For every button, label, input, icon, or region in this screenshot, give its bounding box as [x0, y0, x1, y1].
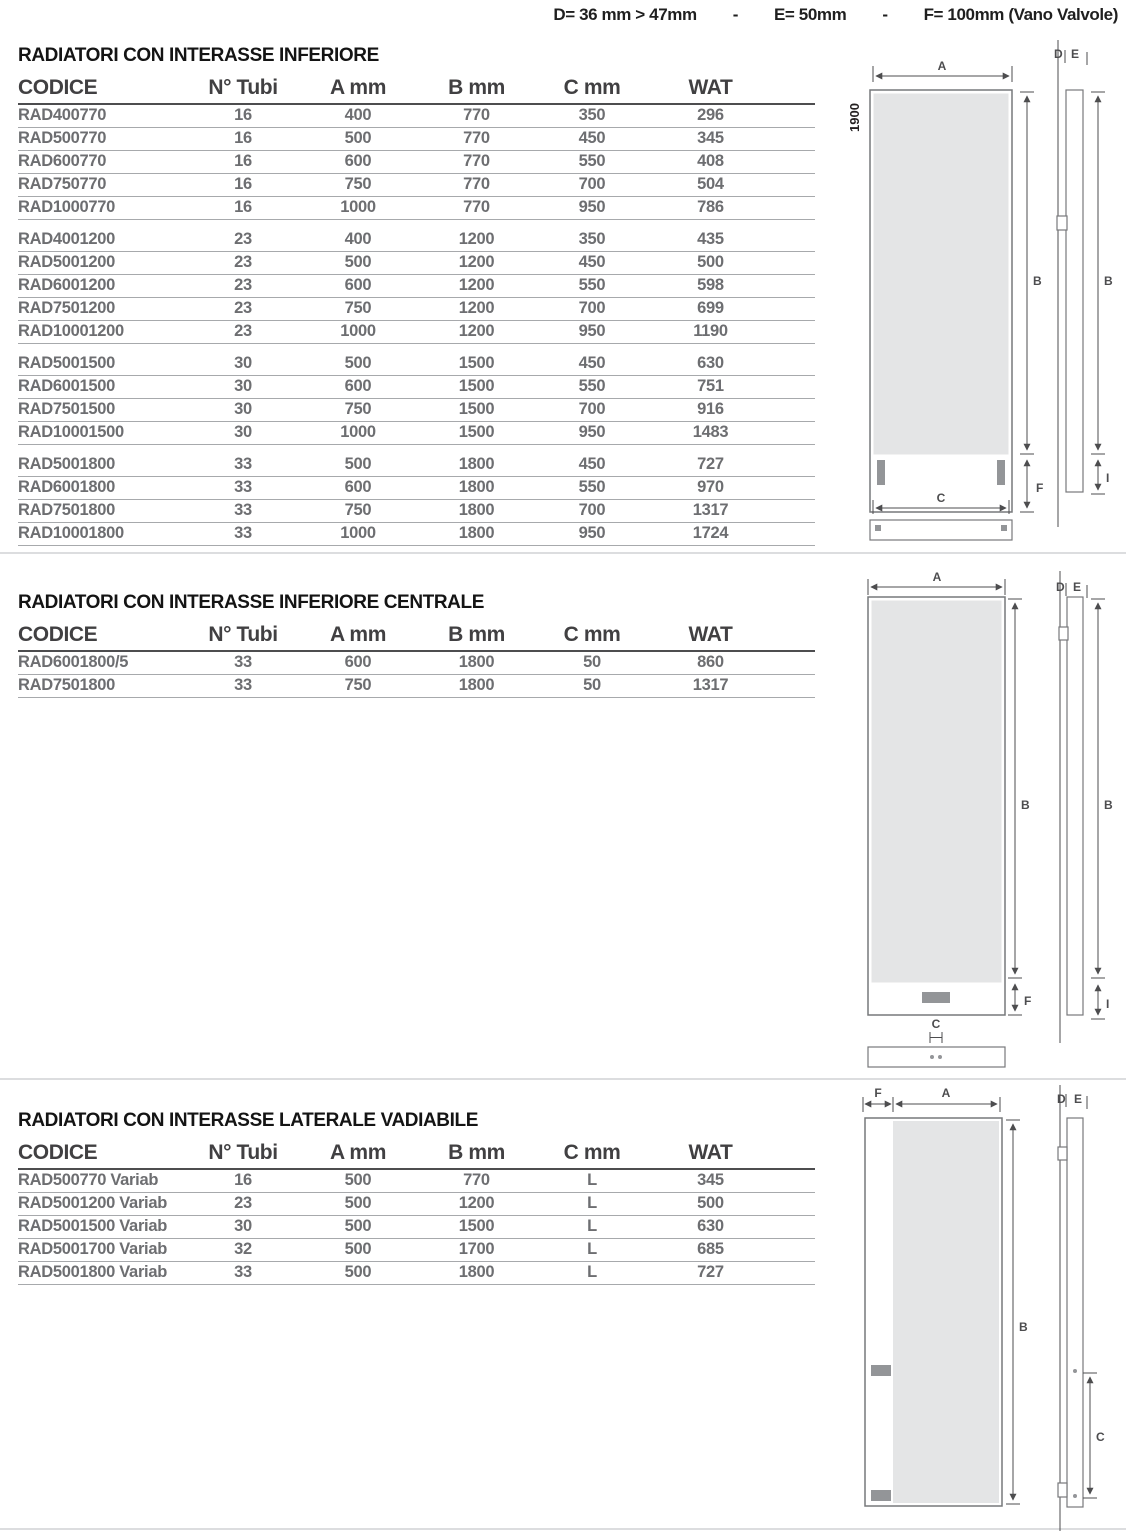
cell-b: 1800: [458, 455, 495, 473]
cell-tubi: 33: [234, 1263, 252, 1281]
cell-tubi: 32: [234, 1240, 252, 1258]
cell-wat: 504: [697, 175, 724, 193]
note-separator: -: [882, 5, 888, 24]
table-row: [18, 376, 815, 399]
cell-b: 1800: [458, 653, 495, 671]
cell-b: 1500: [458, 1217, 495, 1235]
cell-tubi: 16: [234, 129, 252, 147]
wall-bracket-top: [1058, 1147, 1067, 1160]
table-row: [18, 128, 815, 151]
cell-c: 700: [578, 501, 606, 519]
cell-c: L: [587, 1263, 597, 1281]
cell-b: 770: [463, 1171, 490, 1189]
row-group: [18, 105, 815, 220]
cell-a: 1000: [340, 198, 376, 216]
cell-a: 600: [344, 377, 372, 395]
valve-right: [997, 460, 1005, 485]
col-codice: CODICE: [18, 623, 98, 646]
cell-a: 750: [344, 400, 372, 418]
cell-codice: RAD5001700 Variab: [18, 1240, 167, 1258]
cell-b: 1800: [458, 478, 495, 496]
cell-b: 770: [463, 129, 490, 147]
dim-label-d: D: [1057, 1092, 1066, 1106]
cell-a: 600: [344, 653, 372, 671]
radiator-side-view: [1067, 597, 1083, 1015]
table-row: [18, 252, 815, 275]
cell-c: 350: [578, 106, 606, 124]
cell-b: 1200: [458, 299, 495, 317]
table-row: [18, 399, 815, 422]
cell-b: 1200: [458, 230, 495, 248]
cell-c: 550: [578, 377, 606, 395]
valve-left: [877, 460, 885, 485]
cell-tubi: 30: [234, 423, 252, 441]
cell-wat: 751: [697, 377, 724, 395]
cell-tubi: 16: [234, 152, 252, 170]
cell-a: 750: [344, 501, 372, 519]
cell-wat: 1317: [692, 676, 729, 694]
row-group: [18, 1170, 815, 1285]
note-d: D= 36 mm > 47mm: [553, 5, 697, 24]
cell-codice: RAD6001500: [18, 377, 115, 395]
cell-tubi: 33: [234, 455, 252, 473]
cell-c: 700: [578, 175, 606, 193]
cell-wat: 296: [697, 106, 724, 124]
cell-tubi: 33: [234, 524, 252, 542]
cell-c: 700: [578, 400, 606, 418]
row-group: [18, 229, 815, 344]
dim-label-d: D: [1056, 580, 1065, 594]
cell-codice: RAD6001800/5: [18, 653, 129, 671]
col-wat: WAT: [688, 76, 733, 99]
table-row: [18, 1262, 815, 1285]
note-f: F= 100mm (Vano Valvole): [923, 5, 1118, 24]
cell-wat: 598: [697, 276, 724, 294]
cell-tubi: 23: [234, 276, 252, 294]
col-c: C mm: [563, 623, 621, 646]
cell-wat: 970: [697, 478, 724, 496]
cell-tubi: 30: [234, 1217, 252, 1235]
cell-a: 500: [344, 253, 372, 271]
row-group: [18, 652, 815, 698]
cell-a: 750: [344, 175, 372, 193]
cell-a: 500: [344, 455, 372, 473]
cell-wat: 345: [697, 129, 724, 147]
radiator-side-view: [1066, 90, 1083, 492]
row-group: [18, 454, 815, 546]
cell-codice: RAD400770: [18, 106, 107, 124]
cell-codice: RAD5001200: [18, 253, 115, 271]
cell-codice: RAD10001500: [18, 423, 124, 441]
cell-a: 500: [344, 1240, 372, 1258]
dim-label-e: E: [1071, 47, 1080, 61]
cell-tubi: 30: [234, 377, 252, 395]
note-e: E= 50mm: [773, 5, 847, 24]
cell-b: 1800: [458, 1263, 495, 1281]
cell-c: 450: [578, 129, 606, 147]
dim-label-e: E: [1074, 1092, 1083, 1106]
col-wat: WAT: [688, 623, 733, 646]
dim-label-b: B: [1033, 274, 1042, 288]
cell-codice: RAD6001200: [18, 276, 115, 294]
cell-codice: RAD5001500 Variab: [18, 1217, 167, 1235]
table-row: [18, 353, 815, 376]
section-title: RADIATORI CON INTERASSE INFERIORE CENTRALE: [18, 592, 484, 613]
cell-codice: RAD600770: [18, 152, 107, 170]
row-group: [18, 353, 815, 445]
wall-bracket: [1057, 216, 1067, 230]
dim-label-b: B: [1019, 1320, 1028, 1334]
table-row: [18, 454, 815, 477]
dim-label-f: F: [1024, 994, 1032, 1008]
cell-tubi: 33: [234, 676, 252, 694]
col-a: A mm: [330, 1141, 386, 1164]
table-body: [18, 1170, 815, 1285]
cell-b: 1800: [458, 676, 495, 694]
table-row: [18, 151, 815, 174]
cell-tubi: 23: [234, 1194, 252, 1212]
cell-c: 700: [578, 299, 606, 317]
cell-a: 400: [344, 106, 372, 124]
cell-codice: RAD10001200: [18, 322, 124, 340]
table-row: [18, 174, 815, 197]
cell-b: 1500: [458, 423, 495, 441]
cell-tubi: 16: [234, 175, 252, 193]
table-row: [18, 1239, 815, 1262]
dim-label-i: I: [1106, 997, 1110, 1011]
cell-c: 350: [578, 230, 606, 248]
cell-a: 1000: [340, 423, 376, 441]
cell-b: 1200: [458, 322, 495, 340]
dim-label-1900: 1900: [847, 103, 862, 132]
radiator-side-view: [1067, 1118, 1083, 1507]
wall-bracket-bottom: [1058, 1483, 1067, 1497]
cell-b: 1200: [458, 276, 495, 294]
small-h-dimension: [930, 1032, 942, 1043]
dim-label-b: B: [1021, 798, 1030, 812]
dim-label-e: E: [1073, 580, 1082, 594]
table-row: [18, 1193, 815, 1216]
cell-b: 1200: [458, 253, 495, 271]
radiator-bottom-view: [870, 520, 1012, 540]
spec-table: [18, 76, 815, 546]
radiator-diagram-central-connection: [845, 565, 1126, 1085]
cell-tubi: 23: [234, 230, 252, 248]
table-header: [18, 623, 815, 652]
dimension-notes: [553, 5, 1118, 25]
cell-b: 1200: [458, 1194, 495, 1212]
cell-b: 1500: [458, 377, 495, 395]
cell-a: 500: [344, 129, 372, 147]
section-interasse-inferiore: [18, 45, 815, 546]
dim-label-c: C: [1096, 1430, 1105, 1444]
cell-c: L: [587, 1217, 597, 1235]
dim-label-i: I: [1106, 471, 1110, 485]
cell-wat: 408: [697, 152, 724, 170]
cell-a: 600: [344, 478, 372, 496]
table-body: [18, 652, 815, 698]
cell-a: 400: [344, 230, 372, 248]
col-codice: CODICE: [18, 1141, 98, 1164]
cell-tubi: 33: [234, 501, 252, 519]
radiator-bottom-view: [868, 1047, 1005, 1067]
col-c: C mm: [563, 1141, 621, 1164]
cell-wat: 727: [697, 455, 724, 473]
cell-tubi: 23: [234, 322, 252, 340]
col-tubi: N° Tubi: [208, 623, 278, 646]
cell-tubi: 33: [234, 653, 252, 671]
col-b: B mm: [448, 76, 505, 99]
cell-a: 500: [344, 1217, 372, 1235]
table-row: [18, 523, 815, 546]
cell-codice: RAD7501500: [18, 400, 115, 418]
cell-c: 950: [578, 524, 606, 542]
section-title: RADIATORI CON INTERASSE LATERALE VADIABILE: [18, 1110, 478, 1131]
dim-label-c: C: [936, 491, 946, 505]
dim-label-d: D: [1054, 47, 1063, 61]
connection-dot-upper: [1073, 1369, 1077, 1373]
cell-codice: RAD7501800: [18, 501, 115, 519]
table-row: [18, 652, 815, 675]
cell-c: 950: [578, 322, 606, 340]
cell-b: 770: [463, 152, 490, 170]
cell-c: 50: [583, 676, 601, 694]
table-row: [18, 422, 815, 445]
cell-tubi: 16: [234, 106, 252, 124]
cell-tubi: 30: [234, 354, 252, 372]
cell-codice: RAD750770: [18, 175, 107, 193]
section-interasse-inferiore-centrale: [18, 592, 815, 698]
cell-c: 950: [578, 198, 606, 216]
cell-c: 550: [578, 152, 606, 170]
cell-tubi: 23: [234, 299, 252, 317]
cell-c: 550: [578, 478, 606, 496]
col-tubi: N° Tubi: [208, 76, 278, 99]
cell-wat: 699: [697, 299, 724, 317]
dim-label-b: B: [1104, 798, 1113, 812]
cell-a: 500: [344, 1263, 372, 1281]
col-c: C mm: [563, 76, 621, 99]
table-row: [18, 197, 815, 220]
cell-wat: 500: [697, 1194, 724, 1212]
cell-codice: RAD500770 Variab: [18, 1171, 159, 1189]
cell-wat: 916: [697, 400, 724, 418]
spec-table: [18, 1141, 815, 1285]
cell-tubi: 23: [234, 253, 252, 271]
valve-upper: [871, 1365, 891, 1376]
cell-a: 500: [344, 354, 372, 372]
dim-label-a: A: [941, 1086, 951, 1100]
cell-codice: RAD10001800: [18, 524, 124, 542]
cell-wat: 1483: [692, 423, 729, 441]
col-tubi: N° Tubi: [208, 1141, 278, 1164]
cell-c: 50: [583, 653, 601, 671]
cell-a: 1000: [340, 524, 376, 542]
cell-wat: 860: [697, 653, 724, 671]
cell-tubi: 16: [234, 1171, 252, 1189]
cell-c: 450: [578, 455, 606, 473]
cell-codice: RAD1000770: [18, 198, 115, 216]
cell-a: 750: [344, 299, 372, 317]
dim-label-a: A: [937, 59, 947, 73]
table-row: [18, 675, 815, 698]
valve-lower: [871, 1490, 891, 1501]
cell-b: 1800: [458, 501, 495, 519]
cell-a: 1000: [340, 322, 376, 340]
col-a: A mm: [330, 623, 386, 646]
cell-tubi: 16: [234, 198, 252, 216]
cell-a: 600: [344, 276, 372, 294]
cell-wat: 345: [697, 1171, 724, 1189]
table-header: [18, 1141, 815, 1170]
cell-wat: 435: [697, 230, 724, 248]
section-title: RADIATORI CON INTERASSE INFERIORE: [18, 45, 379, 66]
cell-b: 1800: [458, 524, 495, 542]
table-row: [18, 105, 815, 128]
cell-b: 1500: [458, 354, 495, 372]
col-a: A mm: [330, 76, 386, 99]
cell-codice: RAD6001800: [18, 478, 115, 496]
dim-label-b: B: [1104, 274, 1113, 288]
dim-label-a: A: [932, 570, 942, 584]
cell-wat: 1724: [692, 524, 729, 542]
col-b: B mm: [448, 1141, 505, 1164]
cell-wat: 1190: [693, 322, 728, 340]
cell-codice: RAD500770: [18, 129, 107, 147]
table-row: [18, 298, 815, 321]
cell-codice: RAD4001200: [18, 230, 115, 248]
col-wat: WAT: [688, 1141, 733, 1164]
radiator-diagram-lateral-variable: [845, 1085, 1126, 1531]
cell-c: 950: [578, 423, 606, 441]
cell-wat: 1317: [692, 501, 729, 519]
table-row: [18, 1170, 815, 1193]
connection-dot-lower: [1073, 1494, 1077, 1498]
dim-label-f: F: [1036, 481, 1044, 495]
section-interasse-laterale-variabile: [18, 1110, 815, 1285]
cell-codice: RAD5001500: [18, 354, 115, 372]
cell-b: 770: [463, 198, 490, 216]
cell-c: 450: [578, 354, 606, 372]
wall-bracket: [1059, 627, 1068, 640]
table-row: [18, 275, 815, 298]
spec-table: [18, 623, 815, 698]
table-row: [18, 500, 815, 523]
cell-codice: RAD7501200: [18, 299, 115, 317]
table-body: [18, 105, 815, 546]
cell-c: 550: [578, 276, 606, 294]
cell-wat: 630: [697, 1217, 724, 1235]
cell-c: L: [587, 1171, 597, 1189]
cell-wat: 786: [697, 198, 724, 216]
col-codice: CODICE: [18, 76, 98, 99]
cell-c: L: [587, 1194, 597, 1212]
cell-c: 450: [578, 253, 606, 271]
cell-wat: 500: [697, 253, 724, 271]
cell-wat: 630: [697, 354, 724, 372]
cell-codice: RAD5001800 Variab: [18, 1263, 167, 1281]
cell-b: 1700: [458, 1240, 495, 1258]
cell-wat: 727: [697, 1263, 724, 1281]
cell-a: 750: [344, 676, 372, 694]
cell-b: 770: [463, 106, 490, 124]
cell-a: 600: [344, 152, 372, 170]
dim-label-f: F: [874, 1086, 882, 1100]
cell-codice: RAD5001200 Variab: [18, 1194, 167, 1212]
cell-a: 500: [344, 1194, 372, 1212]
radiator-diagram-bottom-connections: [835, 30, 1126, 560]
table-row: [18, 477, 815, 500]
cell-a: 500: [344, 1171, 372, 1189]
table-header: [18, 76, 815, 105]
cell-tubi: 33: [234, 478, 252, 496]
note-separator: -: [732, 5, 738, 24]
dim-label-c: C: [931, 1017, 941, 1031]
table-row: [18, 321, 815, 344]
table-row: [18, 1216, 815, 1239]
cell-b: 1500: [458, 400, 495, 418]
cell-b: 770: [463, 175, 490, 193]
cell-tubi: 30: [234, 400, 252, 418]
cell-codice: RAD7501800: [18, 676, 115, 694]
table-row: [18, 229, 815, 252]
valve-central: [922, 992, 950, 1003]
cell-wat: 685: [697, 1240, 724, 1258]
col-b: B mm: [448, 623, 505, 646]
cell-c: L: [587, 1240, 597, 1258]
cell-codice: RAD5001800: [18, 455, 115, 473]
